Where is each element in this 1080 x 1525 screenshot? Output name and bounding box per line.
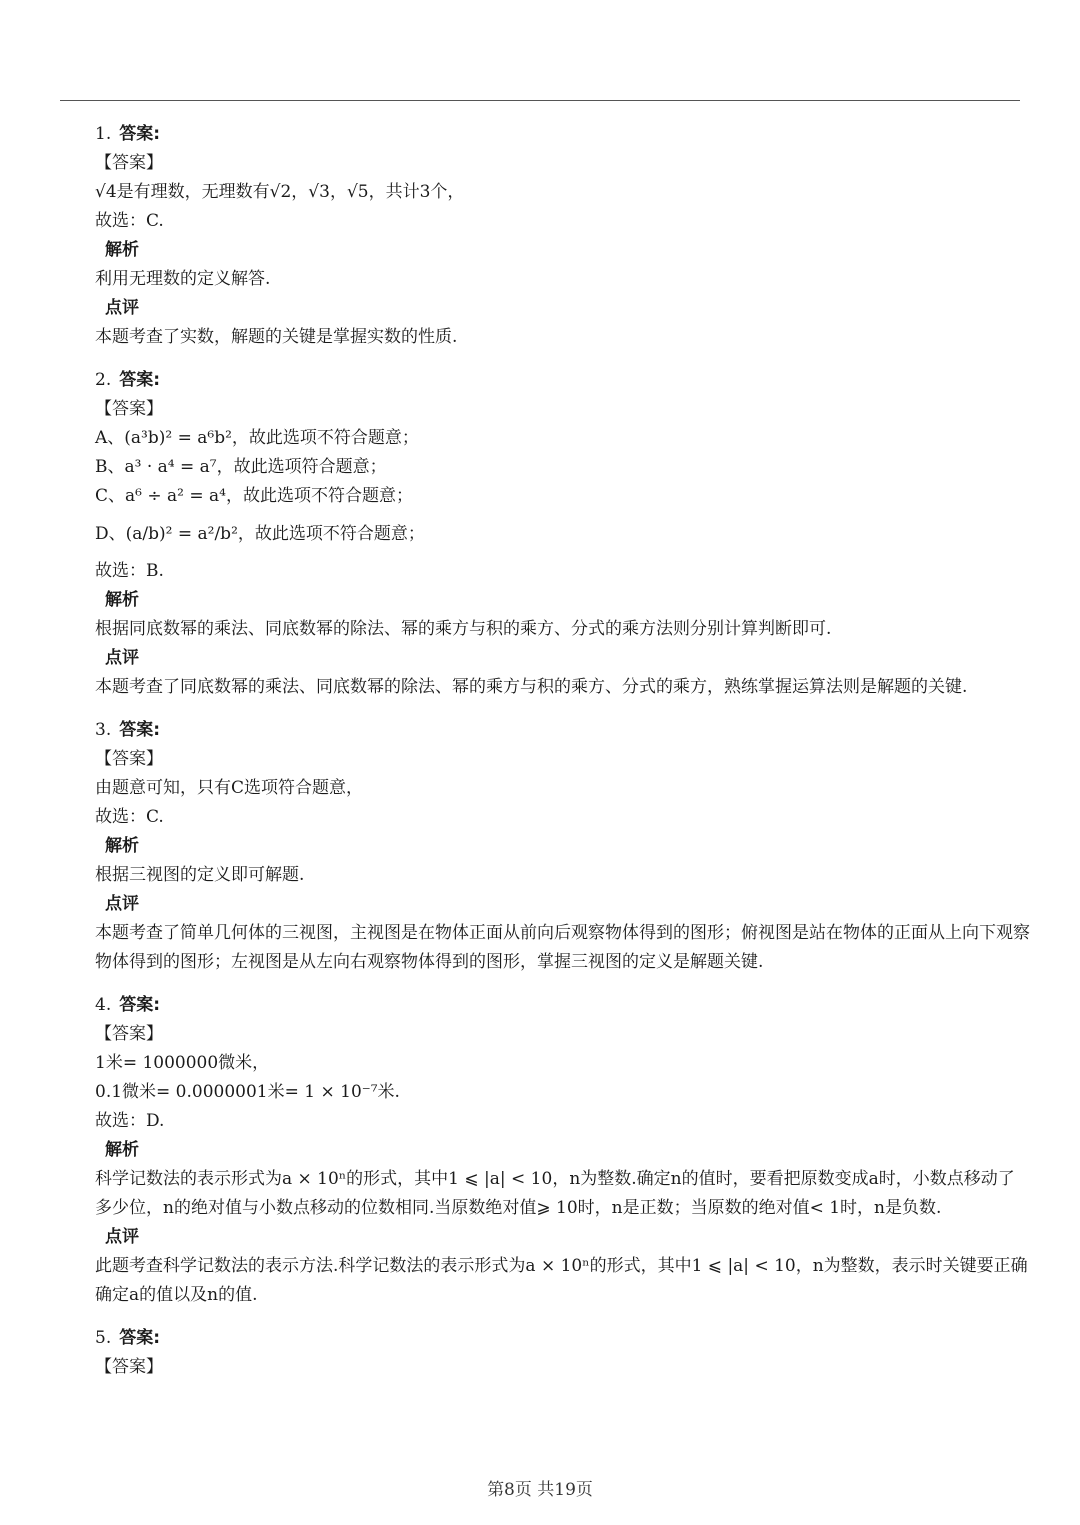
answer-line: B、a³ · a⁴ = a⁷，故此选项符合题意； xyxy=(95,457,387,477)
answer-line: 由题意可知，只有C选项符合题意， xyxy=(95,778,364,798)
answer-line: 故选：D. xyxy=(95,1111,165,1131)
answer-label: 答案: xyxy=(119,720,161,740)
analysis-text: 科学记数法的表示形式为a × 10ⁿ的形式，其中1 ⩽ |a| < 10，n为整数.确定n的值时，要看把原数变成a时，小数点移动了多少位，n的绝对值与小数点移动的位数相同.当原数绝对值⩾ 10时，n是正数；当原数的绝对值< 1时，n是负数. xyxy=(95,1169,1015,1218)
answer-line: 故选：B. xyxy=(95,561,164,581)
answer-label: 答案: xyxy=(119,995,161,1015)
review-text: 此题考查科学记数法的表示方法.科学记数法的表示形式为a × 10ⁿ的形式，其中1 ⩽ |a| < 10，n为整数，表示时关键要正确确定a的值以及n的值. xyxy=(95,1256,1028,1305)
answer-label: 答案: xyxy=(119,1328,161,1348)
review-heading: 点评 xyxy=(105,894,139,914)
answer-content xyxy=(95,120,1030,1382)
analysis-text: 根据三视图的定义即可解题. xyxy=(95,865,305,885)
analysis-heading: 解析 xyxy=(105,590,139,610)
question-number: 1. xyxy=(95,124,112,144)
answer-line: A、(a³b)² = a⁶b²，故此选项不符合题意； xyxy=(95,428,419,448)
review-heading: 点评 xyxy=(105,1227,139,1247)
question-1-header xyxy=(95,120,1030,149)
answer-line: √4是有理数，无理数有√2，√3，√5，共计3个， xyxy=(95,182,465,202)
answer-tag: 【答案】 xyxy=(95,399,163,419)
answer-line: C、a⁶ ÷ a² = a⁴，故此选项不符合题意； xyxy=(95,486,413,506)
page-number: 第8页 共19页 xyxy=(487,1480,593,1500)
analysis-text: 根据同底数幂的乘法、同底数幂的除法、幂的乘方与积的乘方、分式的乘方法则分别计算判断即可. xyxy=(95,619,832,639)
analysis-heading: 解析 xyxy=(105,240,139,260)
analysis-heading: 解析 xyxy=(105,1140,139,1160)
answer-tag: 【答案】 xyxy=(95,153,163,173)
review-heading: 点评 xyxy=(105,648,139,668)
answer-line: 故选：C. xyxy=(95,807,164,827)
answer-tag: 【答案】 xyxy=(95,749,163,769)
question-4-header xyxy=(95,991,1030,1020)
question-5-header xyxy=(95,1324,1030,1353)
question-number: 5. xyxy=(95,1328,112,1348)
answer-tag: 【答案】 xyxy=(95,1024,163,1044)
review-text: 本题考查了实数，解题的关键是掌握实数的性质. xyxy=(95,327,458,347)
question-number: 4. xyxy=(95,995,112,1015)
answer-line: D、(a/b)² = a²/b²，故此选项不符合题意； xyxy=(95,524,425,544)
analysis-text: 利用无理数的定义解答. xyxy=(95,269,271,289)
answer-line: 故选：C. xyxy=(95,211,164,231)
answer-label: 答案: xyxy=(119,370,161,390)
review-heading: 点评 xyxy=(105,298,139,318)
analysis-heading: 解析 xyxy=(105,836,139,856)
header-rule xyxy=(60,100,1020,101)
answer-line: 0.1微米= 0.0000001米= 1 × 10⁻⁷米. xyxy=(95,1082,400,1102)
question-number: 2. xyxy=(95,370,112,390)
question-3-header xyxy=(95,716,1030,745)
question-number: 3. xyxy=(95,720,112,740)
answer-line: 1米= 1000000微米， xyxy=(95,1053,270,1073)
answer-label: 答案: xyxy=(119,124,161,144)
review-text: 本题考查了同底数幂的乘法、同底数幂的除法、幂的乘方与积的乘方、分式的乘方，熟练掌握运算法则是解题的关键. xyxy=(95,677,968,697)
answer-tag: 【答案】 xyxy=(95,1357,163,1377)
review-text: 本题考查了简单几何体的三视图，主视图是在物体正面从前向后观察物体得到的图形；俯视图是站在物体的正面从上向下观察物体得到的图形；左视图是从左向右观察物体得到的图形，掌握三视图的定义是解题关键. xyxy=(95,923,1030,972)
question-2-header xyxy=(95,366,1030,395)
